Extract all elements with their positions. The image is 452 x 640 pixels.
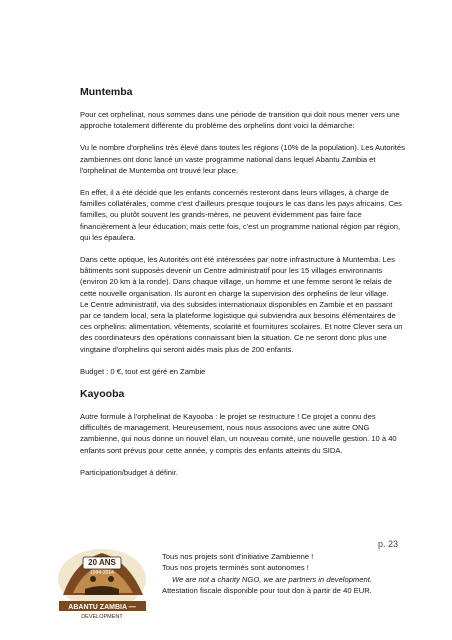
muntemba-paragraph-1: Pour cet orphelinat, nous sommes dans une période de transition qui doit nous mener vers une approche totalement différente du problème des orphelins dont voici la démarche: xyxy=(80,110,400,131)
kayooba-budget: Participation/budget à définir. xyxy=(80,467,178,477)
footer-last-line: Attestation fiscale disponible pour tout don à partir de 40 EUR. xyxy=(162,586,372,596)
muntemba-paragraph-3: En effet, il a été décidé que les enfants concernés resteront dans leurs villages, à charge de familles collatérales, comme c'est d'ailleurs presque toujours le cas dans les pays africains. Ces familles, ou plutôt souvent les grands-mères, ne peuvent évidemment pas faire face financièrement à leur éducation; mais cette fois, c'est un programme national région par région, qui les épaulera. xyxy=(80,188,402,242)
muntemba-budget: Budget : 0 €, tout est géré en Zambie xyxy=(80,366,206,376)
muntemba-paragraph-2: Vu le nombre d'orphelins très élevé dans toutes les régions (10% de la population). Les Autorités zambiennes ont donc lancé un vaste programme national dans lequel Abantu Zambia et l'orphelinat de Muntemba ont trouvé leur place. xyxy=(80,143,405,175)
logo-years: 1994-2014 xyxy=(90,570,114,576)
section-title-muntemba: Muntemba xyxy=(80,86,133,98)
footer-line-1: Tous nos projets sont d'initiative Zambienne ! xyxy=(162,552,314,561)
kayooba-paragraph-1: Autre formule à l'orphelinat de Kayooba : le projet se restructure ! Ce projet a connu des difficultés de management. Heureusement, nous nous associons avec une autre ONG zambienne, qui nous donne un nouvel élan, un nouveau comité, une nouvelle gestion. 10 à 40 enfants sont prévus pour cette année, y compris des enfants atteints du SIDA. xyxy=(80,412,397,455)
section-title-kayooba: Kayooba xyxy=(80,388,125,401)
footer-text xyxy=(162,551,422,597)
footer-italic-line: We are not a charity NGO, we are partners in development. xyxy=(172,574,372,584)
page-footer xyxy=(0,535,452,640)
muntemba-paragraph-4: Dans cette optique, les Autorités ont été intéressées par notre infrastructure à Muntemba. Les bâtiments sont supposés devenir un Centre administratif pour les 15 villages environnants (environ 20 km à la ronde). Dans chaque village, un homme et une femme seront le relais de cette nouvelle organisation. Ils auront en charge la supervision des orphelins de leur village. Le Centre administratif, via des subsides internationaux disponibles en Zambie et en passant par ce tandem local, sera la plateforme logistique qui subviendra aux besoins élémentaires de ces orphelins: alimentation, vêtements, scolarité et fournitures scolaires. Et notre Clever sera un des coordinateurs des opérations connaissant bien la situation. Ce ne seront donc plus une vingtaine d'orphelins qui seront aidés mais plus de 200 enfants. xyxy=(80,255,403,354)
footer-line-2: Tous nos projets terminés sont autonomes ! xyxy=(162,563,309,573)
page-number: p. 23 xyxy=(377,539,398,549)
logo-name: ABANTU ZAMBIA — xyxy=(68,604,136,611)
logo-top-text: 20 ANS xyxy=(88,558,116,567)
abantu-zambia-logo xyxy=(55,543,150,621)
logo-sub: DEVELOPMENT xyxy=(81,614,123,620)
page-content xyxy=(80,86,405,489)
